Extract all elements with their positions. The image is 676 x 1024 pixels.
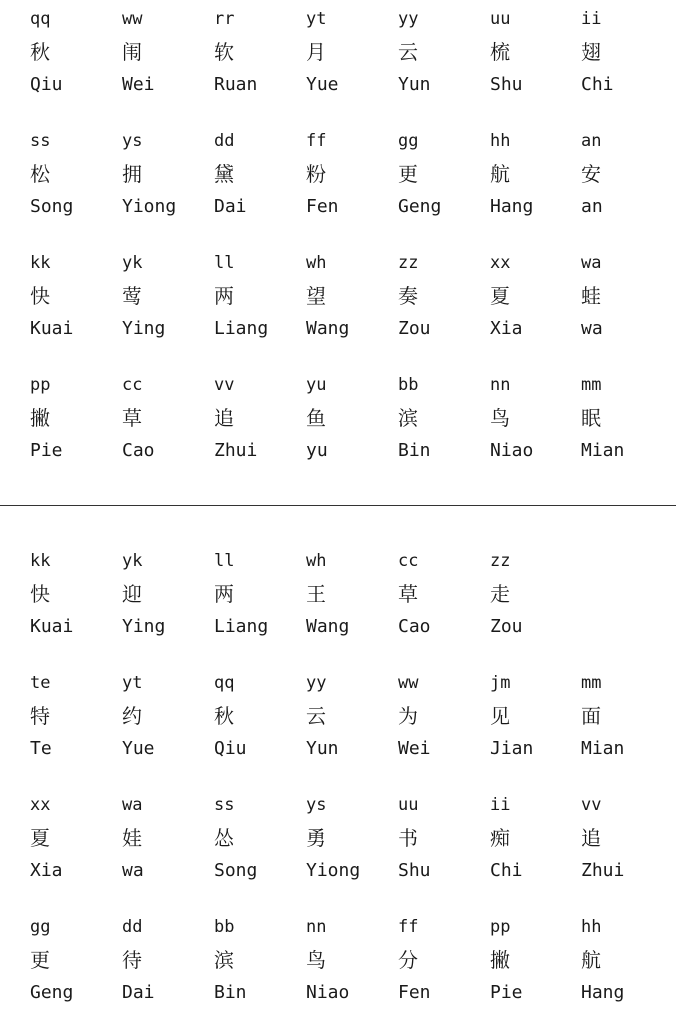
keymap-row-group (0, 794, 676, 894)
pinyin-label: Geng (398, 196, 442, 217)
key-code: ss (30, 131, 51, 151)
key-code: kk (30, 551, 51, 571)
key-code: jm (490, 673, 511, 693)
chinese-character: 书 (398, 826, 418, 850)
key-code: gg (398, 131, 419, 151)
pinyin-label: Dai (122, 982, 155, 1003)
chinese-character: 怂 (214, 826, 234, 850)
chinese-character: 滨 (214, 948, 234, 972)
chinese-character: 奏 (398, 284, 418, 308)
key-code: ll (214, 253, 235, 273)
pinyin-label: Cao (398, 616, 431, 637)
key-code: vv (214, 375, 235, 395)
chinese-character: 撇 (490, 948, 510, 972)
pinyin-label: wa (122, 860, 144, 881)
chinese-character: 滨 (398, 406, 418, 430)
pinyin-label: Kuai (30, 318, 74, 339)
chinese-character: 粉 (306, 162, 326, 186)
pinyin-label: Hang (490, 196, 534, 217)
pinyin-label: Wei (122, 74, 155, 95)
pinyin-label: an (581, 196, 603, 217)
chinese-character: 松 (30, 162, 50, 186)
pinyin-label: Song (30, 196, 74, 217)
chinese-character: 快 (30, 582, 50, 606)
chinese-character: 莺 (122, 284, 142, 308)
chinese-character: 拥 (122, 162, 142, 186)
chinese-character: 勇 (306, 826, 326, 850)
pinyin-label: Yiong (122, 196, 177, 217)
chinese-character: 走 (490, 582, 510, 606)
key-code: yu (306, 375, 327, 395)
chinese-character: 鱼 (306, 406, 326, 430)
chinese-character: 鸟 (490, 406, 510, 430)
pinyin-label: Dai (214, 196, 247, 217)
key-code: hh (490, 131, 511, 151)
key-code: dd (214, 131, 235, 151)
key-code: bb (398, 375, 419, 395)
pinyin-label: Song (214, 860, 258, 881)
chinese-character: 月 (306, 40, 326, 64)
chinese-character: 航 (581, 948, 601, 972)
key-code: yt (306, 9, 327, 29)
key-code: mm (581, 375, 602, 395)
pinyin-label: Pie (490, 982, 523, 1003)
pinyin-label: Shu (490, 74, 523, 95)
keymap-row-group (0, 252, 676, 352)
chinese-character: 夏 (30, 826, 50, 850)
key-code: te (30, 673, 51, 693)
chinese-character: 王 (306, 582, 326, 606)
key-code: ii (581, 9, 602, 29)
key-code: pp (490, 917, 511, 937)
key-code: wa (122, 795, 143, 815)
pinyin-label: Pie (30, 440, 63, 461)
pinyin-label: Mian (581, 738, 625, 759)
pinyin-label: Ying (122, 616, 166, 637)
key-code: qq (30, 9, 51, 29)
chinese-character: 约 (122, 704, 142, 728)
pinyin-label: Cao (122, 440, 155, 461)
section-divider (0, 505, 676, 506)
chinese-character: 面 (581, 704, 601, 728)
key-code: rr (214, 9, 235, 29)
pinyin-label: Fen (306, 196, 339, 217)
pinyin-label: Chi (581, 74, 614, 95)
pinyin-label: Yue (122, 738, 155, 759)
key-code: ff (306, 131, 327, 151)
pinyin-label: Kuai (30, 616, 74, 637)
pinyin-label: Bin (398, 440, 431, 461)
key-code: yy (306, 673, 327, 693)
pinyin-label: Geng (30, 982, 74, 1003)
chinese-character: 痴 (490, 826, 510, 850)
pinyin-label: Qiu (30, 74, 63, 95)
key-code: wh (306, 253, 327, 273)
key-code: zz (398, 253, 419, 273)
key-code: dd (122, 917, 143, 937)
chinese-character: 追 (581, 826, 601, 850)
key-code: ww (398, 673, 419, 693)
key-code: xx (490, 253, 511, 273)
key-code: wa (581, 253, 602, 273)
pinyin-label: Qiu (214, 738, 247, 759)
chinese-character: 望 (306, 284, 326, 308)
chinese-character: 见 (490, 704, 510, 728)
chinese-character: 更 (398, 162, 418, 186)
chinese-character: 两 (214, 582, 234, 606)
key-code: yk (122, 253, 143, 273)
chinese-character: 蛙 (581, 284, 601, 308)
chinese-character: 快 (30, 284, 50, 308)
pinyin-label: Xia (490, 318, 523, 339)
pinyin-label: Niao (306, 982, 350, 1003)
pinyin-label: Hang (581, 982, 625, 1003)
chinese-character: 翅 (581, 40, 601, 64)
pinyin-label: Wang (306, 318, 350, 339)
chinese-character: 待 (122, 948, 142, 972)
pinyin-label: Zhui (214, 440, 258, 461)
pinyin-label: Yiong (306, 860, 361, 881)
chinese-character: 娃 (122, 826, 142, 850)
pinyin-label: wa (581, 318, 603, 339)
pinyin-label: Shu (398, 860, 431, 881)
key-code: bb (214, 917, 235, 937)
key-code: wh (306, 551, 327, 571)
chinese-character: 为 (398, 704, 418, 728)
chinese-character: 软 (214, 40, 234, 64)
pinyin-label: Chi (490, 860, 523, 881)
chinese-character: 草 (122, 406, 142, 430)
key-code: ys (122, 131, 143, 151)
chinese-character: 更 (30, 948, 50, 972)
key-code: hh (581, 917, 602, 937)
pinyin-label: Yue (306, 74, 339, 95)
chinese-character: 梳 (490, 40, 510, 64)
chinese-character: 闱 (122, 40, 142, 64)
key-code: yt (122, 673, 143, 693)
keymap-row-group (0, 8, 676, 108)
key-code: uu (398, 795, 419, 815)
pinyin-label: Niao (490, 440, 534, 461)
key-code: nn (306, 917, 327, 937)
chinese-character: 黛 (214, 162, 234, 186)
key-code: cc (398, 551, 419, 571)
chinese-character: 航 (490, 162, 510, 186)
keymap-row-group (0, 130, 676, 230)
key-code: gg (30, 917, 51, 937)
chinese-character: 夏 (490, 284, 510, 308)
key-code: xx (30, 795, 51, 815)
pinyin-label: Ruan (214, 74, 258, 95)
key-code: zz (490, 551, 511, 571)
chinese-character: 秋 (30, 40, 50, 64)
keymap-row-group (0, 374, 676, 474)
pinyin-label: Ying (122, 318, 166, 339)
keymap-row-group (0, 916, 676, 1016)
chinese-character: 草 (398, 582, 418, 606)
pinyin-label: Zou (490, 616, 523, 637)
key-code: uu (490, 9, 511, 29)
chinese-character: 迎 (122, 582, 142, 606)
key-code: mm (581, 673, 602, 693)
key-code: ll (214, 551, 235, 571)
pinyin-label: Wang (306, 616, 350, 637)
chinese-character: 两 (214, 284, 234, 308)
chinese-character: 眠 (581, 406, 601, 430)
pinyin-label: Bin (214, 982, 247, 1003)
key-code: cc (122, 375, 143, 395)
key-code: qq (214, 673, 235, 693)
key-code: ys (306, 795, 327, 815)
chinese-character: 秋 (214, 704, 234, 728)
pinyin-label: yu (306, 440, 328, 461)
pinyin-label: Zou (398, 318, 431, 339)
key-code: vv (581, 795, 602, 815)
pinyin-label: Fen (398, 982, 431, 1003)
pinyin-label: Wei (398, 738, 431, 759)
chinese-character: 鸟 (306, 948, 326, 972)
key-code: kk (30, 253, 51, 273)
pinyin-label: Liang (214, 616, 269, 637)
key-code: yk (122, 551, 143, 571)
key-code: ff (398, 917, 419, 937)
chinese-character: 追 (214, 406, 234, 430)
key-code: ii (490, 795, 511, 815)
pinyin-label: Xia (30, 860, 63, 881)
keymap-row-group (0, 672, 676, 772)
chinese-character: 分 (398, 948, 418, 972)
chinese-character: 特 (30, 704, 50, 728)
pinyin-label: Yun (306, 738, 339, 759)
chinese-character: 云 (306, 704, 326, 728)
key-code: yy (398, 9, 419, 29)
pinyin-label: Te (30, 738, 52, 759)
pinyin-label: Jian (490, 738, 534, 759)
key-code: nn (490, 375, 511, 395)
pinyin-label: Liang (214, 318, 269, 339)
keymap-row-group (0, 550, 676, 650)
pinyin-label: Mian (581, 440, 625, 461)
chinese-character: 撇 (30, 406, 50, 430)
key-code: an (581, 131, 602, 151)
key-code: ss (214, 795, 235, 815)
pinyin-label: Zhui (581, 860, 625, 881)
key-code: pp (30, 375, 51, 395)
pinyin-label: Yun (398, 74, 431, 95)
chinese-character: 云 (398, 40, 418, 64)
chinese-character: 安 (581, 162, 601, 186)
key-code: ww (122, 9, 143, 29)
